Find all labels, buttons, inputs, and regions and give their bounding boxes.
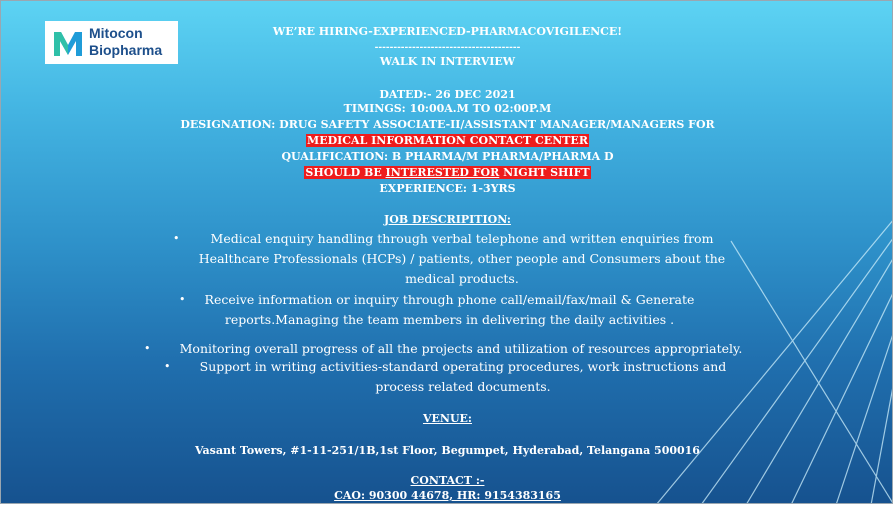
venue-address: Vasant Towers, #1-11-251/1B,1st Floor, Begumpet, Hyderabad, Telangana 500016 bbox=[195, 444, 700, 457]
company-name-line2: Biopharma bbox=[89, 42, 163, 58]
designation: DESIGNATION: DRUG SAFETY ASSOCIATE-II/ASSISTANT MANAGER/MANAGERS FOR bbox=[180, 118, 715, 131]
night-shift-highlight bbox=[304, 166, 590, 179]
interview-date: DATED:- 26 DEC 2021 bbox=[379, 88, 516, 101]
job-item-2: Receive information or inquiry through phone call/email/fax/mail & Generate reports.Managing the team members in delivering the daily activities . bbox=[204, 292, 695, 327]
bullet-4: • bbox=[164, 360, 171, 373]
night-shift-line bbox=[1, 166, 893, 180]
shift-prefix: SHOULD BE bbox=[305, 166, 386, 179]
contact-heading: CONTACT :- bbox=[410, 474, 485, 487]
hiring-title: WE’RE HIRING-EXPERIENCED-PHARMACOVIGILENCE! bbox=[272, 25, 623, 38]
experience: EXPERIENCE: 1-3YRS bbox=[379, 182, 516, 195]
department-line bbox=[1, 134, 893, 148]
job-item-1: Medical enquiry handling through verbal telephone and written enquiries from Healthcare Professionals (HCPs) / patients, other people and Consumers about the medical products. bbox=[198, 231, 726, 286]
bullet-3: • bbox=[144, 342, 151, 355]
bullet-1: • bbox=[173, 232, 180, 245]
venue-heading: VENUE: bbox=[422, 412, 472, 425]
interview-timings: TIMINGS: 10:00A.M TO 02:00P.M bbox=[343, 102, 552, 115]
qualification: QUALIFICATION: B PHARMA/M PHARMA/PHARMA D bbox=[281, 150, 614, 163]
bullet-2: • bbox=[179, 293, 186, 306]
contact-numbers: CAO: 90300 44678, HR: 9154383165 bbox=[334, 489, 561, 502]
company-name-line1: Mitocon bbox=[89, 25, 143, 41]
shift-underlined: INTERESTED FOR bbox=[385, 166, 500, 179]
job-item-4: Support in writing activities-standard operating procedures, work instructions and process related documents. bbox=[199, 359, 727, 394]
header-divider: --------------------------------------- bbox=[374, 43, 521, 53]
job-item-3: Monitoring overall progress of all the projects and utilization of resources appropriately. bbox=[179, 341, 743, 356]
department-highlight: MEDICAL INFORMATION CONTACT CENTER bbox=[307, 134, 588, 147]
shift-suffix: NIGHT SHIFT bbox=[499, 166, 590, 179]
job-description-heading: JOB DESCRIPITION: bbox=[384, 213, 511, 226]
walk-in-interview: WALK IN INTERVIEW bbox=[379, 55, 516, 68]
